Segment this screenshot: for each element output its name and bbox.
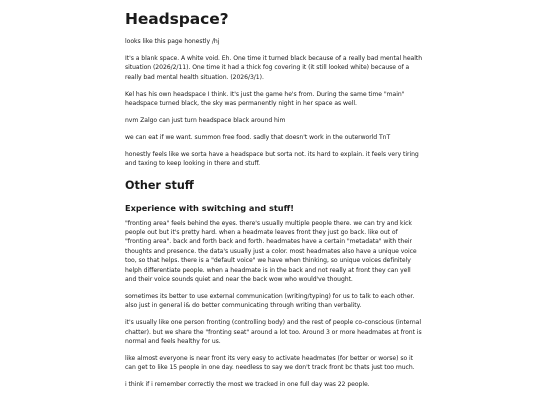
- intro-paragraph: looks like this page honestly /hj: [125, 38, 220, 45]
- section-paragraph: it's usually like one person fronting (controlling body) and the rest of people co-conscious (internal chatter). but we share the "fronting seat" around a lot too. Around 3 or more headmates at front is normal and feels healthy for us.: [125, 319, 422, 346]
- section-heading-other-stuff: Other stuff: [125, 178, 194, 192]
- intro-paragraph: honestly feels like we sorta have a headspace but sorta not. its hard to explain. it feels very tiring and taxing to keep looking in there and stuff.: [125, 150, 419, 168]
- section-paragraph: like almost everyone is near front its very easy to activate headmates (for better or worse) so it can get to like 15 people in one day. needless to say we don't track front bc thats just too much.: [125, 354, 415, 372]
- section-paragraph: i think if i remember correctly the most we tracked in one full day was 22 people.: [125, 381, 370, 389]
- article: [125, 0, 423, 390]
- subsection-heading-switching: Experience with switching and stuff!: [125, 202, 294, 213]
- page-title: Headspace?: [125, 10, 229, 28]
- intro-paragraph: It's a blank space. A white void. Eh. One time it turned black because of a really bad mental health situation (2026/2/11). One time it had a thick fog covering it (it still looked white) because of a really bad mental health situation. (2026/3/1).: [125, 54, 423, 81]
- intro-paragraph: Kel has his own headspace I think. It's just the game he's from. During the same time "main" headspace turned black, the sky was permanently night in her space as well.: [125, 90, 405, 108]
- section-paragraph: "fronting area" feels behind the eyes. there's usually multiple people there. we can try and kick people out but it's pretty hard. when a headmate leaves front they just go back. like out of "fronting area". back and forth back and forth. headmates have a certain "metadata" with their thoughts and presence. the data's usually just a color. most headmates also have a unique voice too, so that helps. there is a "default voice" we have when thinking, so unique voices definitely helph differentiate people. when a headmate is in the back and not really at front they can yell and their voice sounds quiet and near the back wow who would've thought.: [125, 219, 417, 283]
- section-paragraph: sometimes its better to use external communication (writing/typing) for us to talk to each other. also just in general i& do better communicating through writing than verbality.: [125, 292, 415, 310]
- intro-paragraph: nvm Zalgo can just turn headspace black around him: [125, 116, 286, 124]
- intro-paragraph: we can eat if we want. summon free food. sadly that doesn't work in the outerworld TnT: [125, 133, 391, 141]
